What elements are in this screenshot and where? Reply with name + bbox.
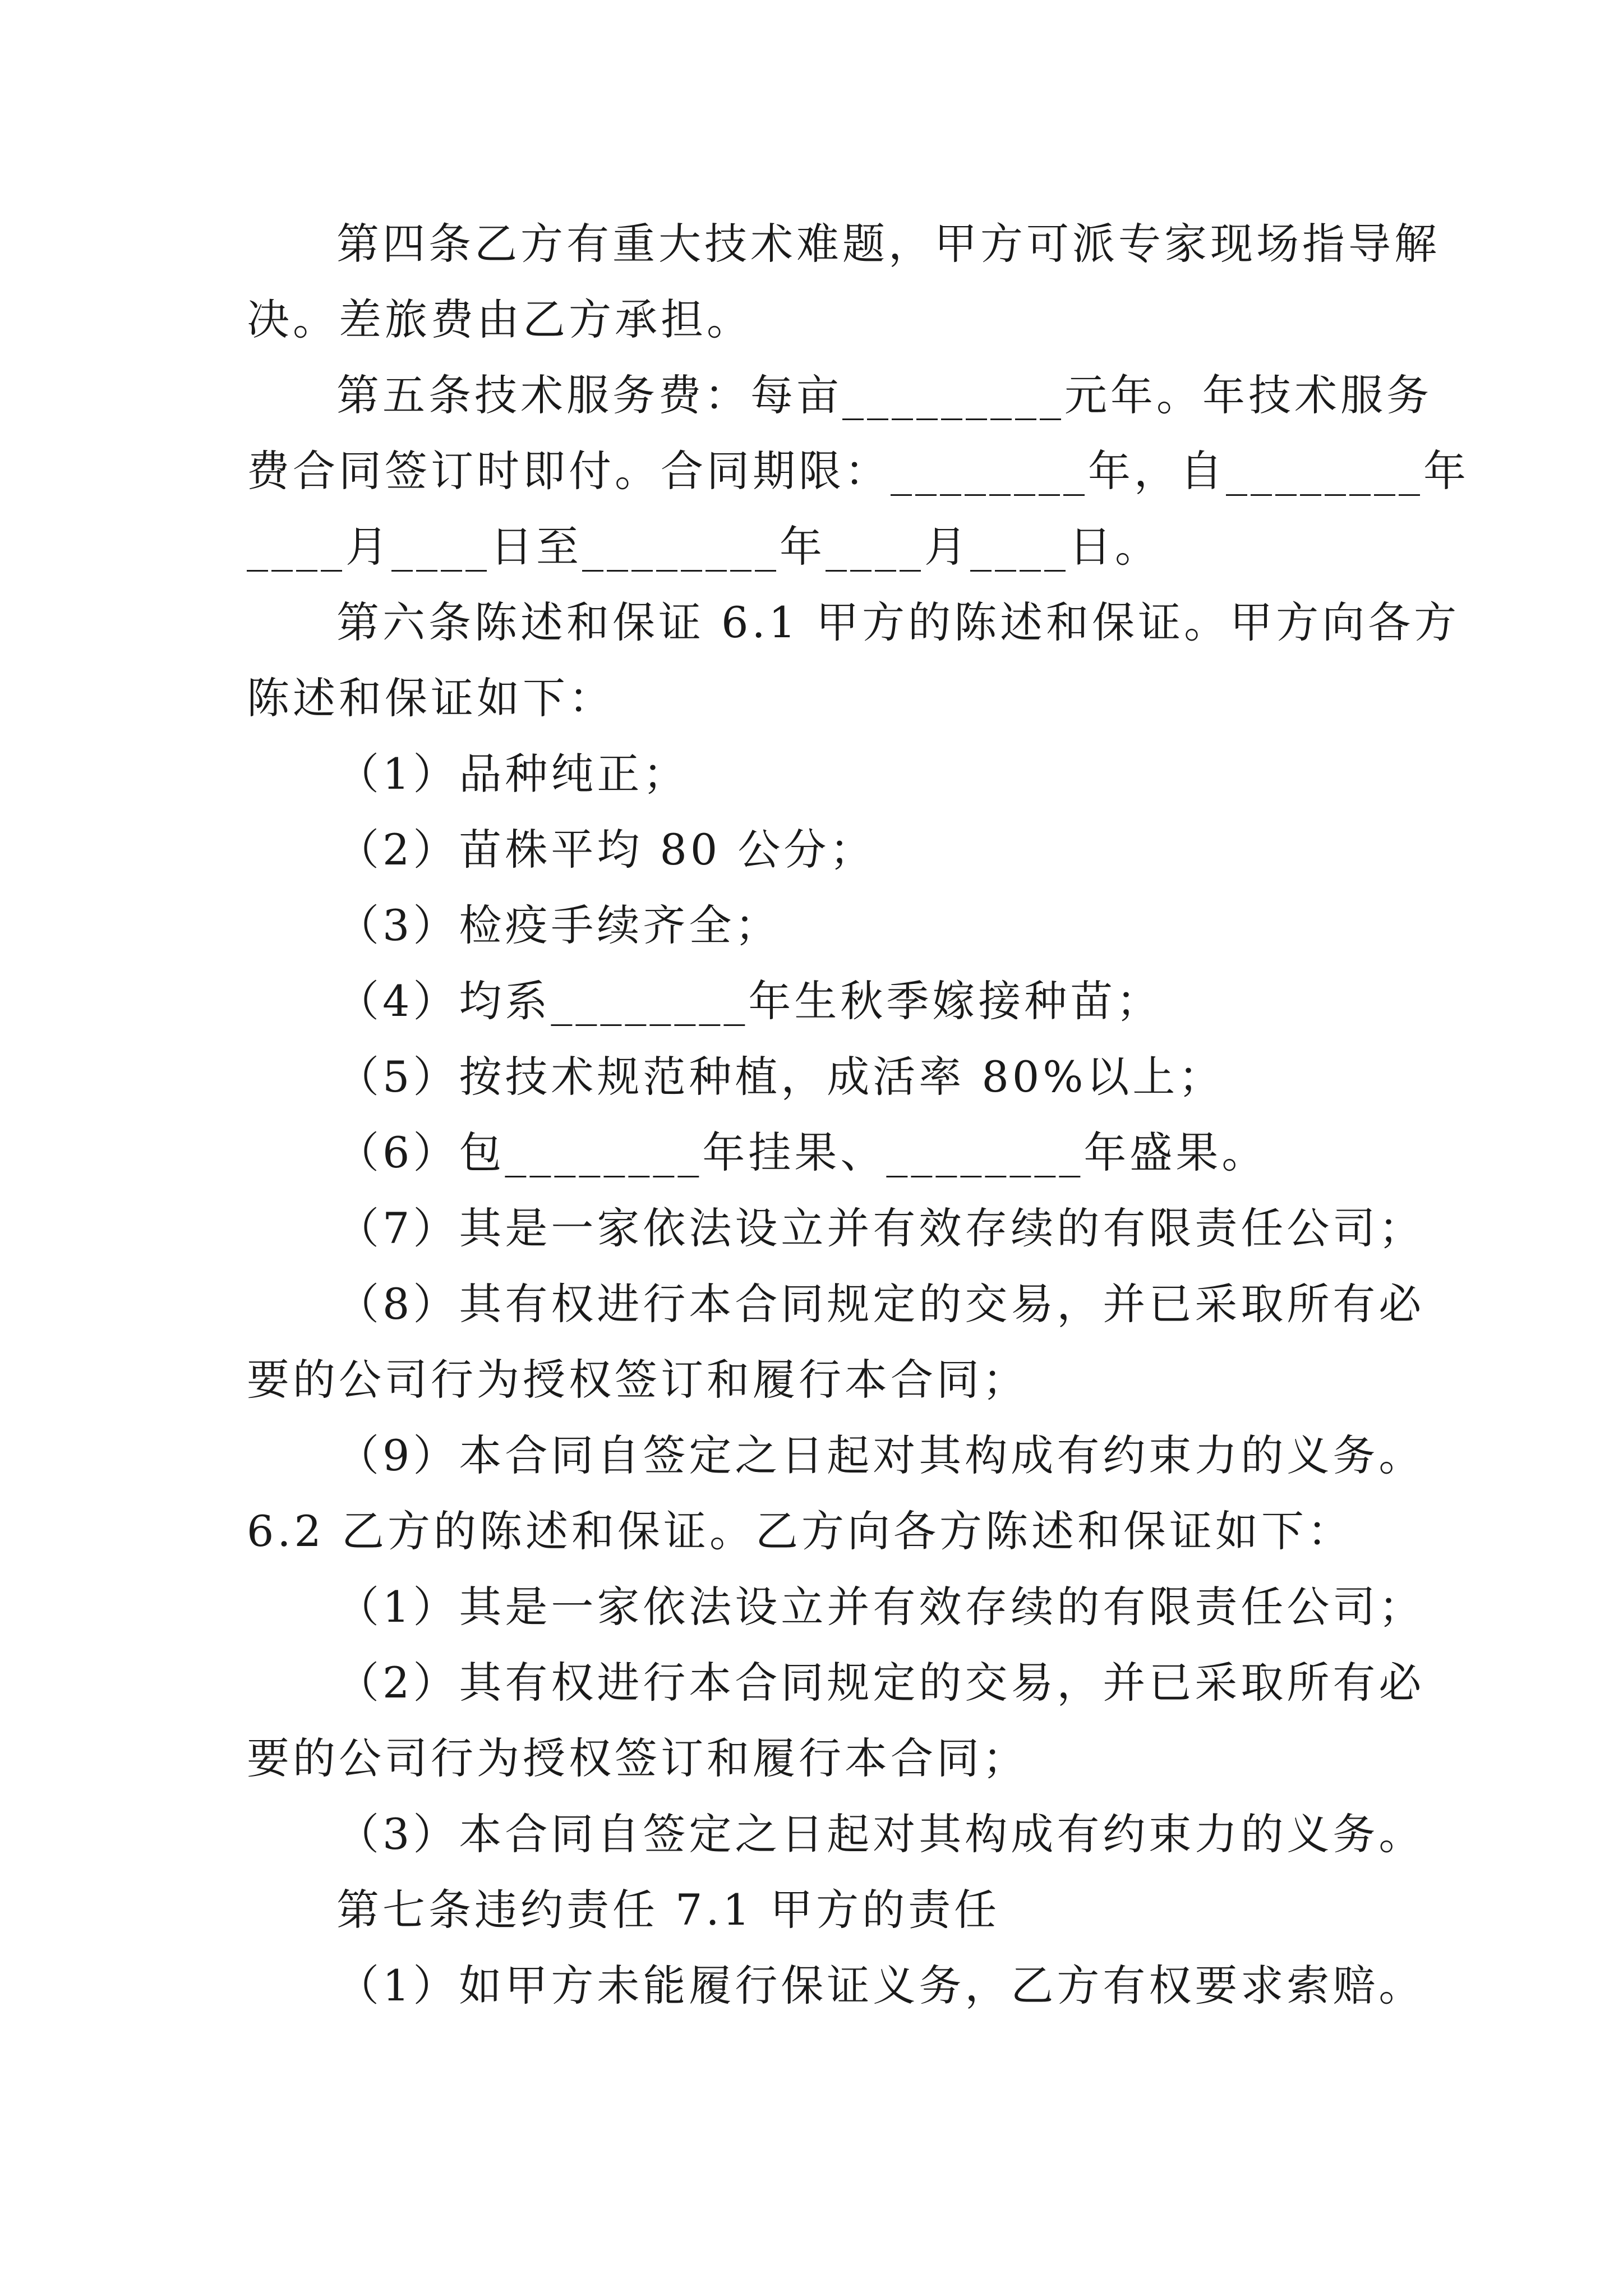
clause-7-item-1: （1）如甲方未能履行保证义务，乙方有权要求索赔。 [336,1961,1425,2010]
party-a-item-3: （3）检疫手续齐全； [336,900,781,950]
clause-4-line-1: 第四条乙方有重大技术难题，甲方可派专家现场指导解 [336,219,1440,269]
party-b-item-3: （3）本合同自签定之日起对其构成有约束力的义务。 [336,1809,1425,1859]
party-a-item-5: （5）按技术规范种植，成活率 80%以上； [336,1052,1225,1102]
party-a-item-7: （7）其是一家依法设立并有效存续的有限责任公司； [336,1203,1425,1253]
clause-5-line-2: 费合同签订时即付。合同期限：________年，自________年 [247,446,1469,496]
party-a-item-6: （6）包________年挂果、________年盛果。 [336,1128,1268,1177]
clause-6-line-2: 陈述和保证如下： [247,673,615,723]
party-a-item-2: （2）苗株平均 80 公分； [336,825,876,875]
party-b-item-1: （1）其是一家依法设立并有效存续的有限责任公司； [336,1582,1425,1632]
party-b-item-2-line-2: 要的公司行为授权签订和履行本合同； [247,1733,1029,1783]
party-a-item-8-line-2: 要的公司行为授权签订和履行本合同； [247,1355,1029,1405]
clause-6-line-1: 第六条陈述和保证 6.1 甲方的陈述和保证。甲方向各方 [336,597,1460,647]
clause-7-heading: 第七条违约责任 7.1 甲方的责任 [336,1885,1000,1935]
party-a-item-4: （4）均系________年生秋季嫁接种苗； [336,976,1163,1026]
clause-4-line-2: 决。差旅费由乙方承担。 [247,295,753,344]
party-b-item-2-line-1: （2）其有权进行本合同规定的交易，并已采取所有必 [336,1658,1425,1708]
party-a-item-8-line-1: （8）其有权进行本合同规定的交易，并已采取所有必 [336,1279,1425,1329]
party-a-item-1: （1）品种纯正； [336,749,689,799]
party-a-item-9: （9）本合同自签定之日起对其构成有约束力的义务。 [336,1430,1425,1480]
clause-5-line-1: 第五条技术服务费：每亩_________元年。年技术服务 [336,370,1432,420]
clause-5-line-3: ____月____日至________年____月____日。 [247,522,1161,572]
party-b-heading: 6.2 乙方的陈述和保证。乙方向各方陈述和保证如下： [247,1506,1354,1556]
